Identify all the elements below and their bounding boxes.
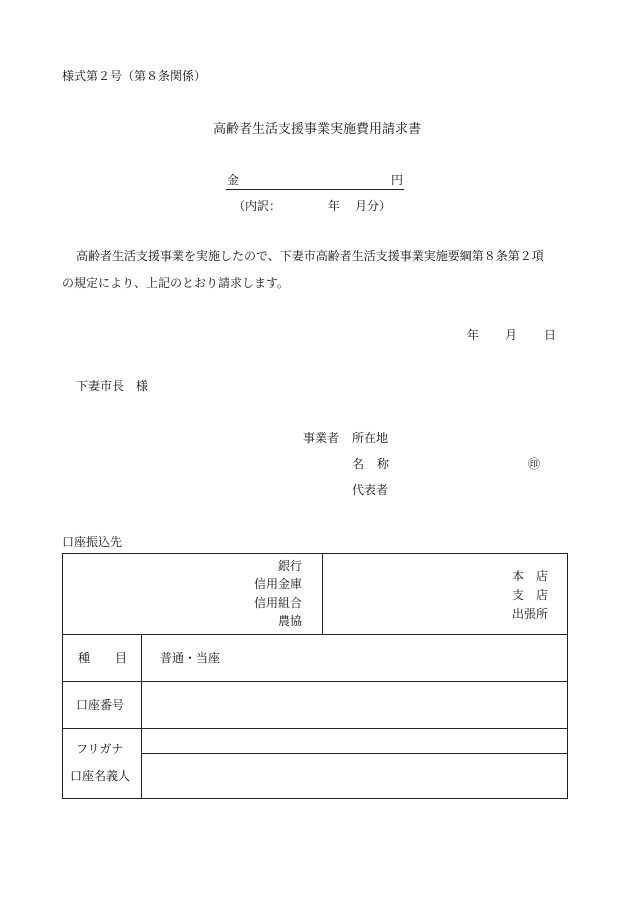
bank-type-3: 農協 [277, 614, 302, 628]
breakdown-open: （内訳： [233, 199, 282, 213]
amount-kin-label: 金 [227, 173, 240, 187]
applicant-rep-label: 代表者 [352, 483, 389, 497]
row-divider-1 [62, 634, 568, 635]
row-divider-3 [62, 728, 568, 729]
form-label: 様式第２号（第８条関係） [62, 69, 207, 83]
bank-branch-divider [322, 553, 323, 634]
label-column-divider [141, 634, 142, 799]
account-type-label-a: 種 [78, 651, 91, 665]
account-table [62, 553, 568, 799]
date-day: 日 [544, 328, 557, 342]
account-caption: 口座振込先 [62, 535, 123, 549]
furigana-divider [141, 753, 568, 754]
body-line-2: の規定により、上記のとおり請求します。 [62, 276, 290, 290]
account-holder-label: 口座名義人 [70, 769, 131, 783]
applicant-name-label-1: 名 [352, 457, 365, 471]
breakdown-month: 月分） [355, 199, 392, 213]
seal-mark: ㊞ [528, 457, 541, 471]
bank-type-1: 信用金庫 [253, 577, 302, 591]
bank-type-0: 銀行 [277, 559, 302, 573]
account-type-value: 普通・当座 [160, 651, 221, 665]
amount-en-label: 円 [391, 173, 404, 187]
applicant-role: 事業者 [303, 431, 340, 445]
furigana-label: フリガナ [76, 742, 124, 756]
amount-underline [226, 189, 404, 190]
row-divider-2 [62, 681, 568, 682]
page-title: 高齢者生活支援事業実施費用請求書 [213, 122, 422, 137]
branch-type-2: 出張所 [511, 607, 548, 621]
date-month: 月 [505, 328, 518, 342]
account-number-label: 口座番号 [76, 698, 125, 712]
bank-type-2: 信用組合 [253, 596, 302, 610]
body-line-1: 高齢者生活支援事業を実施したので、下妻市高齢者生活支援事業実施要綱第８条第２項 [76, 249, 544, 263]
applicant-address-label: 所在地 [352, 431, 389, 445]
breakdown-year: 年 [328, 199, 341, 213]
branch-type-1: 支 店 [511, 588, 548, 602]
account-type-label-b: 目 [115, 651, 128, 665]
addressee: 下妻市長 様 [76, 379, 149, 393]
branch-type-0: 本 店 [511, 569, 548, 583]
date-year: 年 [467, 328, 480, 342]
applicant-name-label-2: 称 [377, 457, 390, 471]
